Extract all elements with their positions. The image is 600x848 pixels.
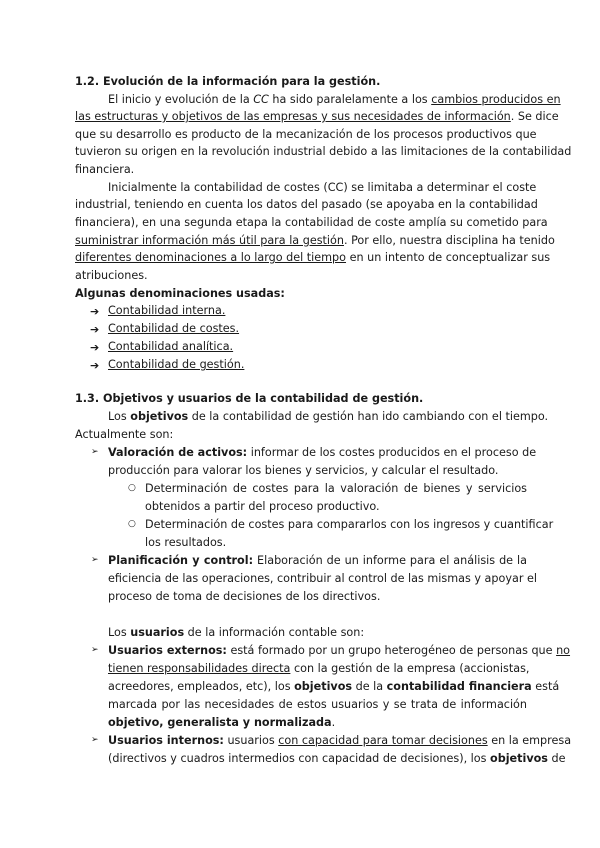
circle-bullet-icon: ○ bbox=[128, 483, 136, 493]
paragraph-line: los resultados. bbox=[145, 536, 227, 549]
paragraph-line: atribuciones. bbox=[75, 269, 148, 282]
paragraph-line: Determinación de costes para la valoración de bienes y servicios bbox=[145, 482, 527, 495]
paragraph-line: financiera), en una segunda etapa la contabilidad de coste amplía su cometido para bbox=[75, 216, 548, 229]
paragraph-line: Los objetivos de la contabilidad de gestión han ido cambiando con el tiempo. bbox=[108, 410, 549, 423]
paragraph-line: Los usuarios de la información contable son: bbox=[108, 626, 365, 639]
paragraph-line: Usuarios internos: usuarios con capacidad para tomar decisiones en la empresa bbox=[108, 734, 572, 747]
paragraph-line: El inicio y evolución de la CC ha sido paralelamente a los cambios producidos en bbox=[108, 93, 561, 106]
list-item: Contabilidad interna. bbox=[108, 304, 226, 317]
paragraph-line: eficiencia de las operaciones, contribuir al control de las mismas y apoyar el bbox=[108, 572, 537, 585]
paragraph-line: Usuarios externos: está formado por un grupo heterogéneo de personas que no bbox=[108, 644, 571, 657]
paragraph-line: Planificación y control: Elaboración de un informe para el análisis de la bbox=[108, 554, 527, 567]
paragraph-line: Actualmente son: bbox=[75, 428, 174, 441]
list-item: Contabilidad de gestión. bbox=[108, 358, 245, 371]
circle-bullet-icon: ○ bbox=[128, 519, 136, 529]
paragraph-line: industrial, teniendo en cuenta los datos del pasado (se apoyaba en la contabilidad bbox=[75, 198, 538, 211]
paragraph-line: diferentes denominaciones a lo largo del tiempo en un intento de conceptualizar sus bbox=[75, 251, 551, 264]
triangle-bullet-icon: ➢ bbox=[91, 555, 99, 565]
paragraph-line: acreedores, empleados, etc), los objetivos de la contabilidad financiera está bbox=[108, 680, 560, 693]
paragraph-line: marcada por las necesidades de estos usuarios y se trata de información bbox=[108, 698, 527, 711]
arrow-icon: ➔ bbox=[90, 323, 100, 336]
paragraph-line: tuvieron su origen en la revolución industrial debido a las limitaciones de la contabilidad bbox=[75, 145, 572, 158]
paragraph-line: Valoración de activos: informar de los costes producidos en el proceso de bbox=[108, 446, 537, 459]
triangle-bullet-icon: ➢ bbox=[91, 447, 99, 457]
paragraph-line: producción para valorar los bienes y servicios, y calcular el resultado. bbox=[108, 464, 499, 477]
list-item: Contabilidad de costes. bbox=[108, 322, 240, 335]
arrow-icon: ➔ bbox=[90, 359, 100, 372]
paragraph-line: Determinación de costes para compararlos con los ingresos y cuantificar bbox=[145, 518, 554, 531]
paragraph-line: objetivo, generalista y normalizada. bbox=[108, 716, 336, 729]
paragraph-line: financiera. bbox=[75, 163, 135, 176]
paragraph-line: que su desarrollo es producto de la mecanización de los procesos productivos que bbox=[75, 128, 537, 141]
arrow-icon: ➔ bbox=[90, 305, 100, 318]
triangle-bullet-icon: ➢ bbox=[91, 645, 99, 655]
section-1-2-title: 1.2. Evolución de la información para la gestión. bbox=[75, 75, 381, 88]
paragraph-line: (directivos y cuadros intermedios con capacidad de decisiones), los objetivos de bbox=[108, 752, 566, 765]
paragraph-line: las estructuras y objetivos de las empresas y sus necesidades de información. Se dice bbox=[75, 110, 559, 123]
paragraph-line: obtenidos a partir del proceso productivo. bbox=[145, 500, 380, 513]
paragraph-line: proceso de toma de decisiones de los directivos. bbox=[108, 590, 381, 603]
section-1-3-title: 1.3. Objetivos y usuarios de la contabilidad de gestión. bbox=[75, 392, 424, 405]
triangle-bullet-icon: ➢ bbox=[91, 735, 99, 745]
denominations-heading: Algunas denominaciones usadas: bbox=[75, 287, 285, 300]
paragraph-line: tienen responsabilidades directa con la gestión de la empresa (accionistas, bbox=[108, 662, 530, 675]
list-item: Contabilidad analítica. bbox=[108, 340, 234, 353]
paragraph-line: suministrar información más útil para la gestión. Por ello, nuestra disciplina ha tenido bbox=[75, 234, 555, 247]
arrow-icon: ➔ bbox=[90, 341, 100, 354]
paragraph-line: Inicialmente la contabilidad de costes (CC) se limitaba a determinar el coste bbox=[108, 181, 537, 194]
